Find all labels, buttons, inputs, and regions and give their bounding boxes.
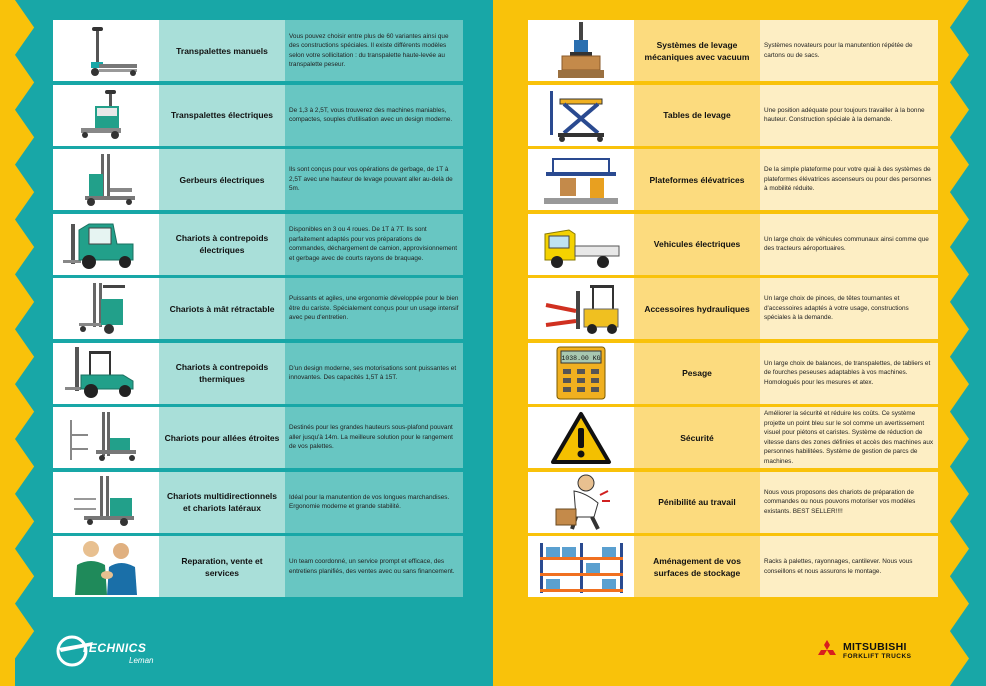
product-description: Puissants et agiles, une ergonomie développée pour le bien être du cariste. Spécialement conçus pour un usage intensif avec peu d'entretien. — [285, 278, 463, 339]
thermal-forklift-icon — [63, 345, 149, 401]
pallet-racking-icon — [536, 539, 626, 595]
product-name: Chariots pour allées étroites — [159, 407, 285, 468]
product-row — [53, 149, 463, 210]
right-product-table — [528, 20, 938, 601]
lifting-platform-icon — [542, 152, 620, 208]
multidirectional-truck-icon — [66, 474, 146, 530]
product-row — [528, 278, 938, 339]
mitsubishi-diamonds-icon — [816, 640, 838, 660]
product-name: Systèmes de levage mécaniques avec vacuum — [634, 20, 760, 81]
product-description: Systèmes novateurs pour la manutention répétée de cartons ou de sacs. — [760, 20, 938, 81]
product-description: Racks à palettes, rayonnages, cantilever. Nous vous conseillons et nous assurons le montage. — [760, 536, 938, 597]
product-name: Plateformes élévatrices — [634, 149, 760, 210]
electric-stacker-icon — [71, 152, 141, 208]
product-name: Pesage — [634, 343, 760, 404]
image-cell — [528, 407, 634, 468]
mitsubishi-subtitle: FORKLIFT TRUCKS — [843, 652, 912, 660]
product-name: Pénibilité au travail — [634, 472, 760, 533]
product-description: Ils sont conçus pour vos opérations de gerbage, de 1T à 2,5T avec une hauteur de levage pouvant aller au-delà de 5m. — [285, 149, 463, 210]
lifting-table-icon — [546, 87, 616, 143]
image-cell — [528, 85, 634, 146]
product-description: De la simple plateforme pour votre quai à des systèmes de plateformes élévatrices ascenseurs ou pour des personnes à mobilité réduite. — [760, 149, 938, 210]
electric-vehicle-icon — [539, 216, 623, 272]
product-description: Un large choix de balances, de transpalettes, de tabliers et de fourches peseuses adaptables à vos machines. Homologués pour les mesures et atex. — [760, 343, 938, 404]
image-cell — [53, 407, 159, 468]
weighing-scale-icon — [551, 345, 611, 401]
product-row — [53, 472, 463, 533]
handshake-people-icon — [61, 539, 151, 595]
image-cell — [528, 472, 634, 533]
product-name: Sécurité — [634, 407, 760, 468]
hydraulic-accessory-icon — [540, 281, 622, 337]
technics-leman-logo — [55, 634, 175, 670]
technics-subtitle: Leman — [129, 656, 154, 665]
product-row — [528, 343, 938, 404]
product-row — [53, 278, 463, 339]
image-cell — [528, 214, 634, 275]
product-description: Un team coordonné, un service prompt et efficace, des entretiens planifiés, des ventes avec ou sans financement. — [285, 536, 463, 597]
product-row — [53, 343, 463, 404]
product-row — [53, 536, 463, 597]
image-cell — [528, 536, 634, 597]
product-row — [528, 407, 938, 468]
product-row — [528, 85, 938, 146]
electric-counterbalance-forklift-icon — [63, 216, 149, 272]
product-row — [53, 407, 463, 468]
image-cell — [53, 536, 159, 597]
product-row — [53, 85, 463, 146]
product-name: Chariots à contrepoids thermiques — [159, 343, 285, 404]
product-description: Un large choix de pinces, de têtes tournantes et d'accessoires adaptés à votre usage, constructions spéciales à la demande. — [760, 278, 938, 339]
product-name: Tables de levage — [634, 85, 760, 146]
product-name: Chariots à contrepoids électriques — [159, 214, 285, 275]
product-row — [53, 20, 463, 81]
product-row — [53, 214, 463, 275]
image-cell — [528, 149, 634, 210]
scale-readout: 1038.00 KG — [561, 355, 601, 362]
warning-sign-icon — [550, 411, 612, 465]
electric-pallet-truck-icon — [71, 88, 141, 142]
mitsubishi-logo — [816, 640, 912, 660]
product-name: Chariots à mât rétractable — [159, 278, 285, 339]
product-row — [528, 536, 938, 597]
product-name: Aménagement de vos surfaces de stockage — [634, 536, 760, 597]
image-cell — [53, 20, 159, 81]
product-description: Destinés pour les grandes hauteurs sous-plafond pouvant aller jusqu'à 14m. La meilleure solution pour le rangement de vos palettes. — [285, 407, 463, 468]
product-description: De 1,3 à 2,5T, vous trouverez des machines maniables, compactes, souples d'utilisation avec un design moderne. — [285, 85, 463, 146]
technics-wordmark: TECHNICS — [81, 641, 147, 655]
mitsubishi-brand: MITSUBISHI — [843, 640, 907, 653]
product-row — [528, 214, 938, 275]
vacuum-lifter-icon — [546, 22, 616, 80]
product-name: Vehicules électriques — [634, 214, 760, 275]
back-pain-worker-icon — [546, 473, 616, 531]
image-cell — [53, 278, 159, 339]
product-name: Transpalettes manuels — [159, 20, 285, 81]
hand-pallet-truck-icon — [71, 24, 141, 78]
image-cell — [53, 472, 159, 533]
left-product-table — [53, 20, 463, 601]
product-description: Disponibles en 3 ou 4 roues. De 1T à 7T. Ils sont parfaitement adaptés pour vos préparations de commandes, déchargement de camion, approvisionnement et gerbage avec de courts rayons de braquage. — [285, 214, 463, 275]
image-cell — [528, 343, 634, 404]
image-cell — [528, 20, 634, 81]
product-description: Vous pouvez choisir entre plus de 60 variantes ainsi que des constructions spéciales. Il existe différents modèles selon votre sollicitation : du transpalette haute-levée au transpalette peseur. — [285, 20, 463, 81]
image-cell — [53, 343, 159, 404]
product-row — [528, 149, 938, 210]
product-description: Une position adéquate pour toujours travailler à la bonne hauteur. Construction spéciale à la demande. — [760, 85, 938, 146]
product-description: Améliorer la sécurité et réduire les coûts. Ce système projette un point bleu sur le sol comme un avertissement visuel pour piétons et caristes. Système de réduction de vitesse dans des zones définies et accès des machines aux personnes habilitées. Système de gestion de parcs de machines. — [760, 407, 938, 468]
product-description: D'un design moderne, ses motorisations sont puissantes et innovantes. Des capacités 1,5T à 15T. — [285, 343, 463, 404]
product-name: Reparation, vente et services — [159, 536, 285, 597]
image-cell — [53, 85, 159, 146]
product-description: Idéal pour la manutention de vos longues marchandises. Ergonomie moderne et grande stabilité. — [285, 472, 463, 533]
image-cell — [528, 278, 634, 339]
product-name: Accessoires hydrauliques — [634, 278, 760, 339]
product-description: Nous vous proposons des chariots de préparation de commandes ou nous pouvons motoriser vos modèles existants. BEST SELLER!!!! — [760, 472, 938, 533]
product-row — [528, 20, 938, 81]
image-cell — [53, 214, 159, 275]
product-name: Chariots multidirectionnels et chariots latéraux — [159, 472, 285, 533]
image-cell — [53, 149, 159, 210]
narrow-aisle-truck-icon — [66, 410, 146, 466]
reach-truck-icon — [71, 281, 141, 337]
product-name: Transpalettes électriques — [159, 85, 285, 146]
product-description: Un large choix de véhicules communaux ainsi comme que des tracteurs aéroportuaires. — [760, 214, 938, 275]
product-name: Gerbeurs électriques — [159, 149, 285, 210]
product-row — [528, 472, 938, 533]
